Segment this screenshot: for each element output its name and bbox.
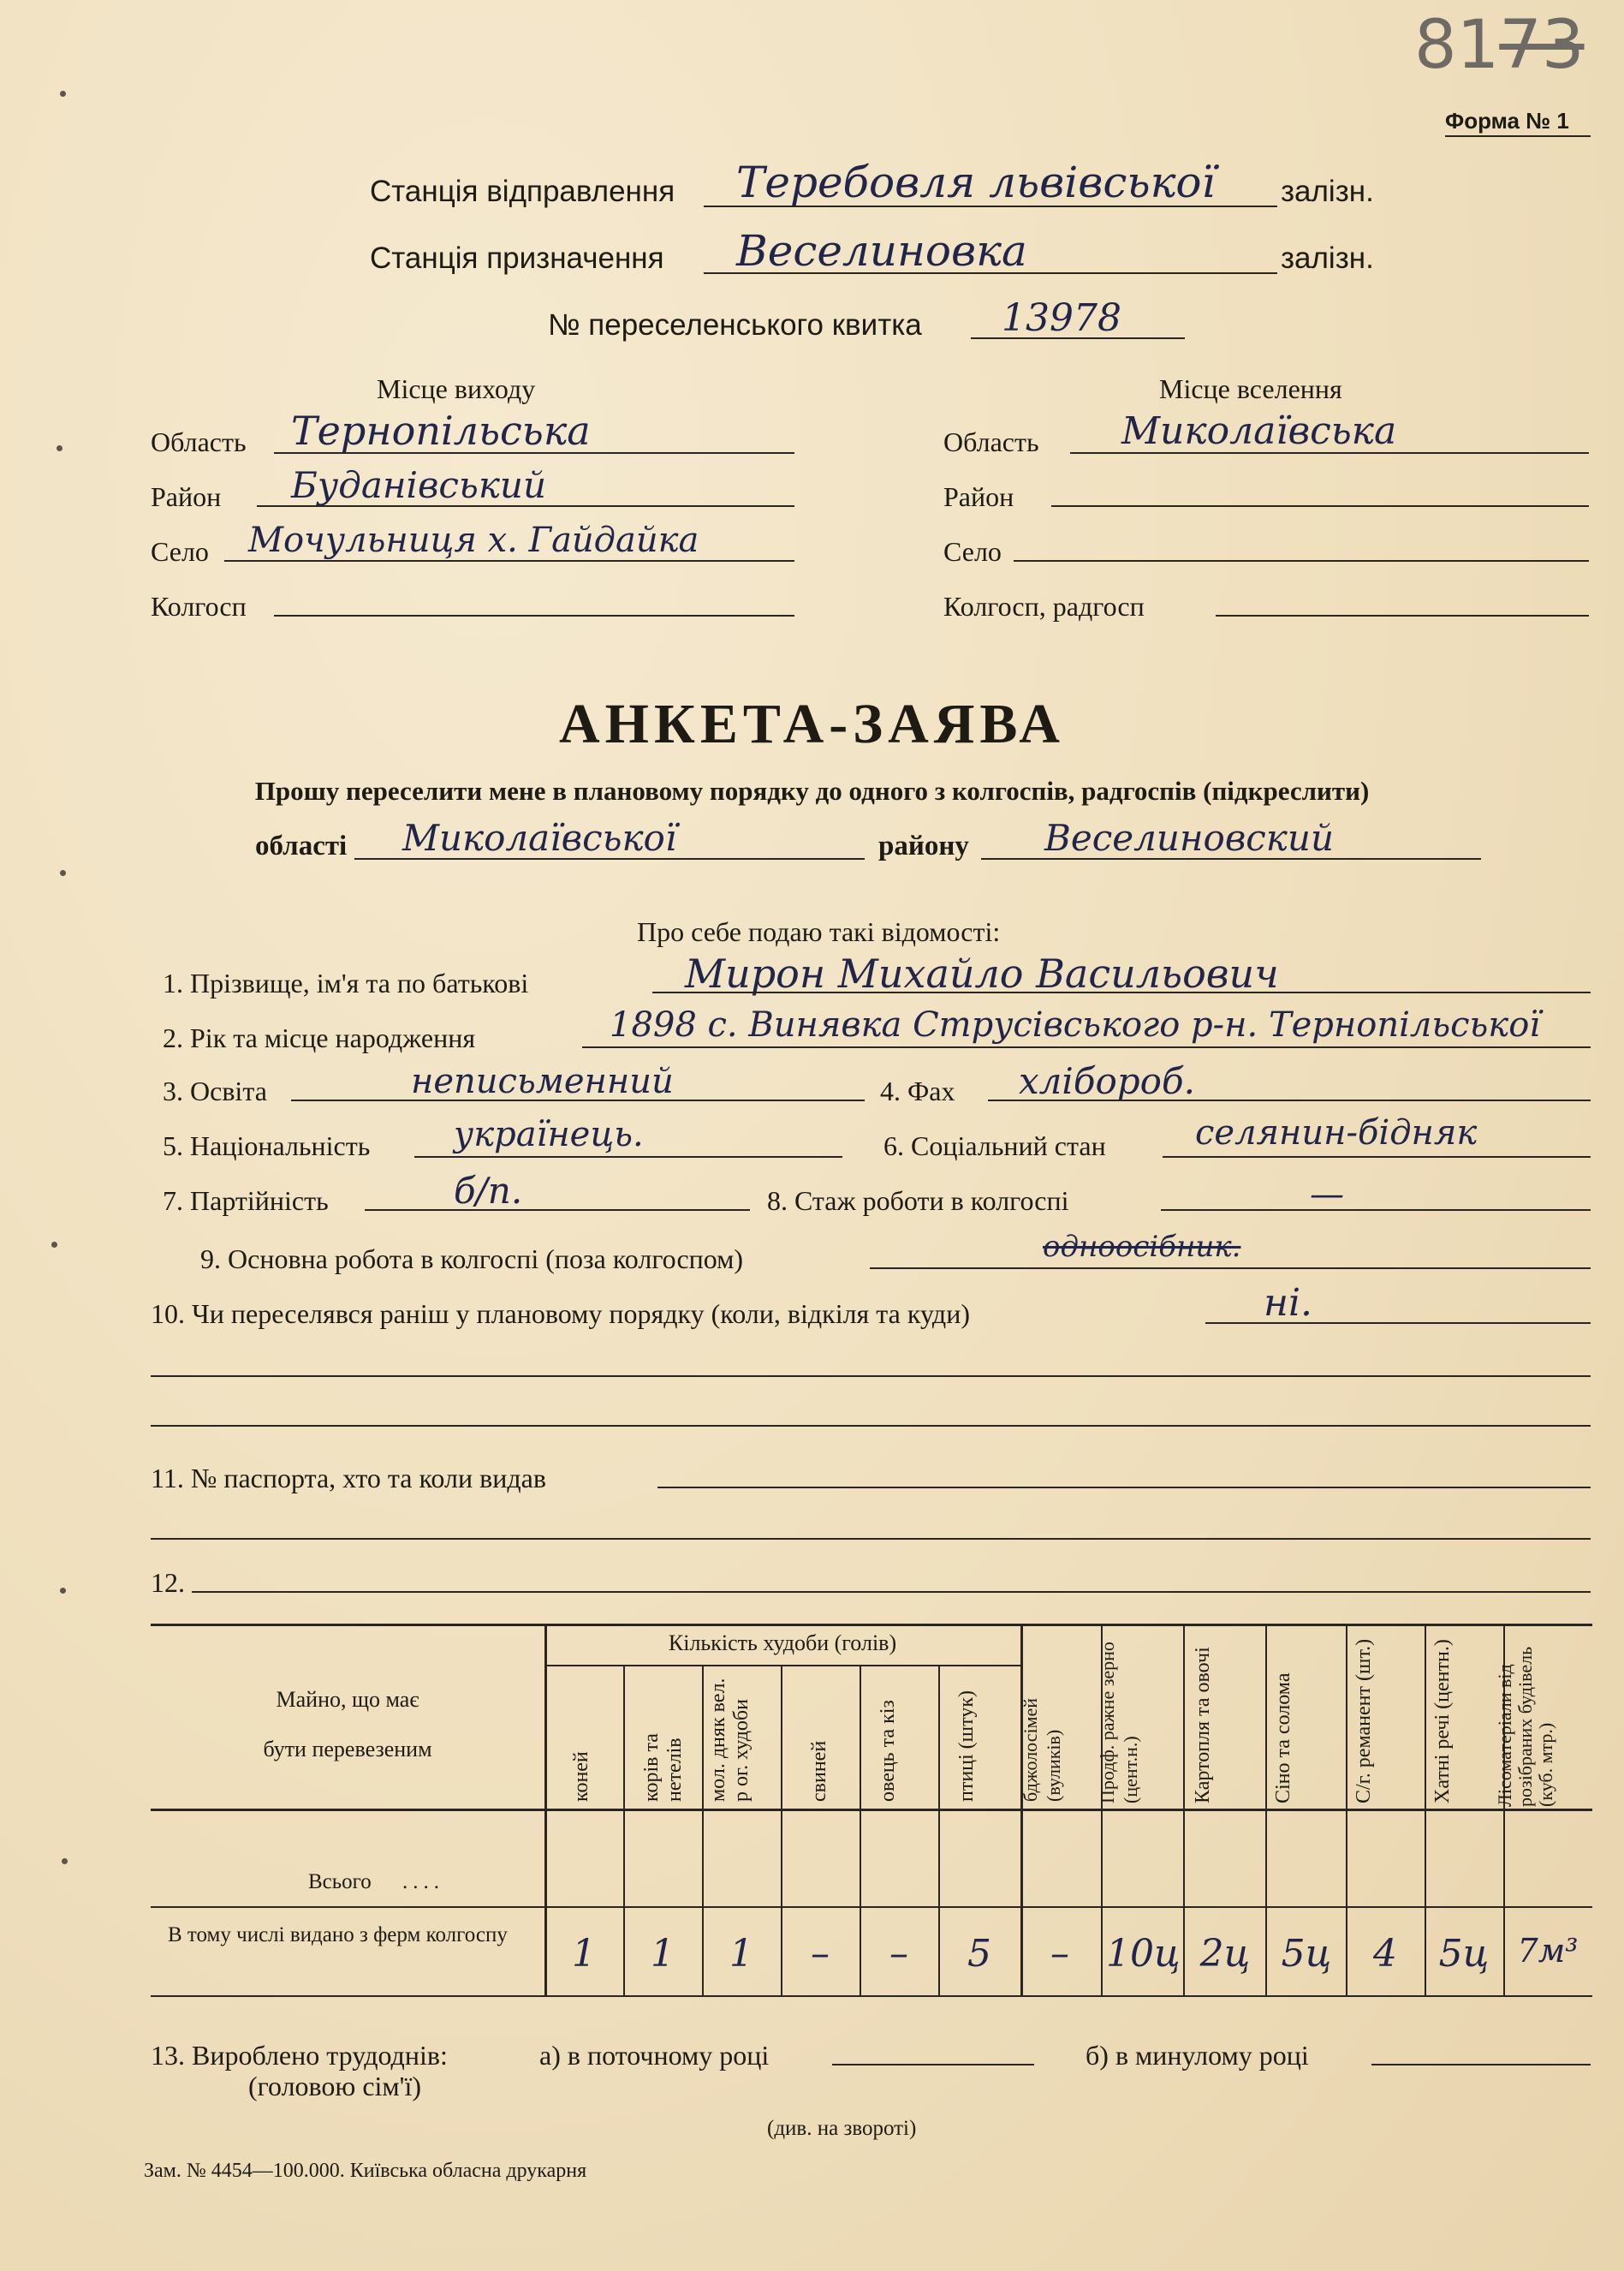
margin-speck xyxy=(62,1858,68,1864)
printer-imprint: Зам. № 4454—100.000. Київська обласна друкарня xyxy=(144,2160,587,2182)
origin-village-label: Село xyxy=(151,536,209,567)
destination-oblast-label: Область xyxy=(943,426,1039,457)
request-raion-label: району xyxy=(878,831,969,861)
q2-value: 1898 с. Винявка Струсівського р-н. Тернопільської xyxy=(610,1005,1541,1045)
origin-village-line xyxy=(224,560,794,562)
destination-oblast-line xyxy=(1070,452,1589,454)
farm-value-potatoes: 2ц xyxy=(1199,1932,1251,1976)
q4-line xyxy=(988,1100,1591,1101)
col-header-implements: С/г. реманент (шт.) xyxy=(1353,1638,1375,1803)
destination-station-suffix: залізн. xyxy=(1281,241,1374,275)
origin-oblast-value: Тернопільська xyxy=(291,408,591,454)
col-header-household: Хатні речі (центн.) xyxy=(1431,1639,1454,1803)
q6-line xyxy=(1163,1156,1591,1158)
request-raion-value: Веселиновский xyxy=(1044,817,1334,859)
table-bottom-border xyxy=(151,1995,1592,1997)
col-header-poultry: птиці (штук) xyxy=(955,1690,978,1802)
origin-raion-line xyxy=(257,505,794,507)
table-col-border xyxy=(1183,1624,1185,1995)
origin-oblast-label: Область xyxy=(151,426,247,457)
q3-value: неписьменний xyxy=(411,1062,674,1101)
origin-oblast-line xyxy=(274,452,794,454)
q13-b-line xyxy=(1371,2064,1591,2065)
form-number: Форма № 1 xyxy=(1445,108,1569,134)
q11-line xyxy=(657,1487,1591,1488)
q10-line-3 xyxy=(151,1425,1591,1427)
farm-value-young-cattle: 1 xyxy=(729,1932,753,1976)
ticket-value: 13978 xyxy=(1002,296,1121,340)
origin-village-value: Мочульниця х. Гайдайка xyxy=(248,521,699,560)
table-col-border xyxy=(623,1665,625,1995)
table-col-border xyxy=(1346,1624,1347,1995)
q4-value: хлібороб. xyxy=(1019,1060,1195,1102)
farm-value-household: 5ц xyxy=(1438,1932,1490,1976)
table-total-label: Всього xyxy=(308,1870,372,1893)
table-group-border xyxy=(544,1665,1020,1666)
request-text: Прошу переселити мене в плановому порядку до одного з колгоспів, радгоспів (підкреслити) xyxy=(254,776,1370,806)
departure-station-suffix: залізн. xyxy=(1281,175,1374,208)
q13-a-label: а) в поточному році xyxy=(539,2040,770,2071)
table-col-border xyxy=(1425,1624,1426,1995)
table-col-border xyxy=(544,1624,547,1995)
ticket-line xyxy=(971,337,1185,339)
farm-value-poultry: 5 xyxy=(967,1932,991,1976)
table-group-header: Кількість худоби (голів) xyxy=(668,1630,897,1655)
margin-speck xyxy=(60,91,66,97)
col-header-cows: корів та нетелів xyxy=(640,1733,686,1802)
q8-value: — xyxy=(1310,1175,1344,1214)
col-header-potatoes: Картопля та овочі xyxy=(1192,1647,1214,1803)
margin-speck xyxy=(60,870,66,876)
q10-value: ні. xyxy=(1264,1281,1313,1325)
table-top-border xyxy=(151,1624,1592,1626)
farm-value-pigs: – xyxy=(811,1932,830,1976)
q1-line xyxy=(652,992,1591,993)
q13-b-label: б) в минулому році xyxy=(1086,2040,1309,2071)
destination-station-value: Веселиновка xyxy=(736,226,1027,276)
request-oblast-label: області xyxy=(255,831,348,861)
request-oblast-value: Миколаївської xyxy=(402,817,677,859)
q5-label: 5. Національність xyxy=(163,1130,371,1161)
q4-label: 4. Фах xyxy=(880,1076,955,1106)
farm-value-horses: 1 xyxy=(572,1932,596,1976)
q2-line xyxy=(582,1046,1591,1048)
farm-value-cows: 1 xyxy=(651,1932,675,1976)
request-oblast-line xyxy=(354,858,865,860)
col-header-young-cattle: мол. дняк вел. р ог. худоби xyxy=(707,1678,753,1802)
table-col-border xyxy=(938,1665,940,1995)
q1-label: 1. Прізвище, ім'я та по батькові xyxy=(163,968,529,998)
col-header-sheep-goats: овець та кіз xyxy=(877,1700,899,1802)
table-farm-label: В тому числі видано з ферм колгоспу xyxy=(168,1923,508,1946)
q1-value: Мирон Михайло Васильович xyxy=(685,951,1279,997)
about-heading: Про себе подаю такі відомості: xyxy=(637,916,1001,947)
q11-label: 11. № паспорта, хто та коли видав xyxy=(151,1463,546,1493)
q5-line xyxy=(414,1156,842,1158)
turn-over-note: (див. на звороті) xyxy=(767,2117,917,2140)
destination-raion-label: Район xyxy=(943,481,1014,512)
origin-raion-value: Буданівський xyxy=(291,464,546,506)
q10-line-2 xyxy=(151,1375,1591,1377)
origin-raion-label: Район xyxy=(151,481,222,512)
destination-village-line xyxy=(1014,560,1589,562)
destination-raion-line xyxy=(1051,505,1589,507)
ticket-label: № переселенського квитка xyxy=(548,308,922,342)
q11-line-2 xyxy=(151,1538,1591,1540)
archive-number: 8173 xyxy=(1414,7,1585,84)
table-col-border xyxy=(781,1665,782,1995)
col-header-timber: Лісоматеріали від розібраних будівель (куб. мтр.) xyxy=(1494,1646,1556,1807)
col-header-pigs: свиней xyxy=(808,1740,830,1802)
q13-a-line xyxy=(832,2064,1034,2065)
destination-station-line xyxy=(704,272,1277,274)
q7-line xyxy=(365,1209,750,1211)
farm-value-implements: 4 xyxy=(1373,1932,1397,1976)
q12-label: 12. xyxy=(151,1567,185,1598)
col-header-bee-colonies: бджолосімей (вуликів) xyxy=(1020,1697,1064,1802)
q7-value: б/п. xyxy=(454,1170,523,1212)
q8-line xyxy=(1161,1209,1591,1211)
origin-kolhosp-label: Колгосп xyxy=(151,591,247,622)
farm-value-hay: 5ц xyxy=(1281,1932,1332,1976)
destination-oblast-value: Миколаївська xyxy=(1121,409,1397,453)
origin-kolhosp-line xyxy=(274,615,794,617)
q8-label: 8. Стаж роботи в колгоспі xyxy=(767,1185,1069,1216)
departure-station-label: Станція відправлення xyxy=(370,175,675,208)
q13-sub: (головою сім'ї) xyxy=(248,2071,421,2101)
q3-label: 3. Освіта xyxy=(163,1076,267,1106)
destination-village-label: Село xyxy=(943,536,1002,567)
departure-station-line xyxy=(704,206,1277,207)
farm-value-bees: – xyxy=(1050,1932,1069,1976)
col-header-horses: коней xyxy=(570,1751,592,1802)
q7-label: 7. Партійність xyxy=(163,1185,329,1216)
q13-label: 13. Вироблено трудоднів: xyxy=(151,2040,448,2071)
q9-label: 9. Основна робота в колгоспі (поза колгоспом) xyxy=(200,1243,744,1274)
col-header-hay: Сіно та солома xyxy=(1272,1672,1294,1803)
q3-line xyxy=(291,1100,865,1101)
farm-value-sheep-goats: – xyxy=(889,1932,908,1976)
q12-line xyxy=(192,1591,1591,1593)
q10-line xyxy=(1205,1322,1591,1324)
table-header-border xyxy=(151,1809,1592,1811)
table-col-border xyxy=(1265,1624,1267,1995)
document-title: АНКЕТА-ЗАЯВА xyxy=(559,693,1065,755)
q2-label: 2. Рік та місце народження xyxy=(163,1022,476,1053)
margin-speck xyxy=(51,1242,57,1248)
margin-speck xyxy=(60,1588,66,1594)
q9-value: одноосібник. xyxy=(1043,1230,1241,1264)
departure-station-value: Теребовля львівської xyxy=(736,158,1216,207)
col-header-grain: Продф. ражне зерно (цент.н.) xyxy=(1097,1642,1141,1803)
farm-value-timber: 7м³ xyxy=(1517,1932,1579,1970)
table-total-border xyxy=(151,1906,1592,1908)
table-col-border xyxy=(860,1665,861,1995)
form-number-underline xyxy=(1445,135,1591,137)
q9-line xyxy=(870,1267,1591,1269)
table-col-border xyxy=(702,1665,704,1995)
table-row-header: Майно, що має бути перевезеним xyxy=(263,1687,432,1761)
destination-heading: Місце вселення xyxy=(1159,373,1342,404)
margin-speck xyxy=(57,445,62,451)
destination-kolhosp-label: Колгосп, радгосп xyxy=(943,591,1145,622)
q10-label: 10. Чи переселявся раніш у плановому порядку (коли, відкіля та куди) xyxy=(151,1298,970,1329)
request-raion-line xyxy=(981,858,1481,860)
farm-value-grain: 10ц xyxy=(1106,1932,1181,1976)
destination-kolhosp-line xyxy=(1216,615,1589,617)
q6-label: 6. Соціальний стан xyxy=(883,1130,1106,1161)
q5-value: українець. xyxy=(454,1115,644,1154)
origin-heading: Місце виходу xyxy=(377,373,536,404)
destination-station-label: Станція призначення xyxy=(370,241,664,275)
q6-value: селянин-бідняк xyxy=(1195,1113,1478,1153)
table-total-dots: .... xyxy=(402,1870,444,1893)
